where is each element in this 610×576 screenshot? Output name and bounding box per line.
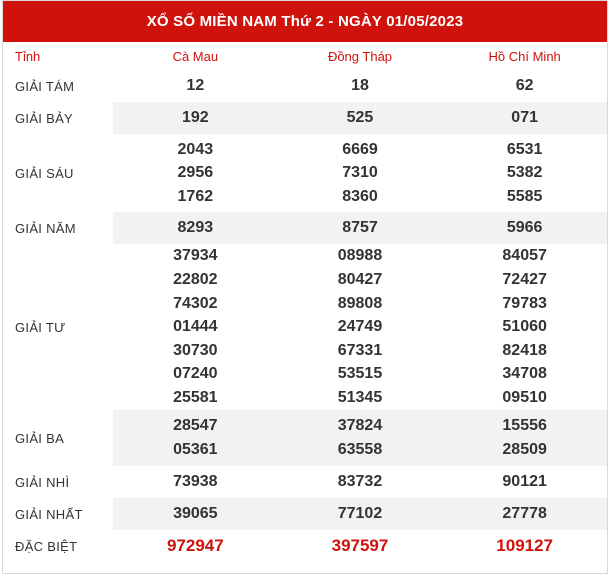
prize-row <box>3 70 607 102</box>
prize-number: 80427 <box>337 271 383 289</box>
prize-cell <box>113 70 278 102</box>
prize-number: 89808 <box>337 294 383 312</box>
prize-row <box>3 530 607 562</box>
prize-number: 28547 <box>173 417 218 435</box>
prize-row <box>3 244 607 410</box>
prize-number: 51060 <box>502 318 547 336</box>
prize-cell <box>113 466 278 498</box>
prize-number: 74302 <box>173 294 218 312</box>
prize-cell <box>278 410 443 466</box>
prize-cell <box>442 134 607 212</box>
prize-number: 90121 <box>502 473 547 491</box>
prize-row <box>3 212 607 244</box>
prize-number: 83732 <box>337 473 383 491</box>
prize-number: 07240 <box>173 365 218 383</box>
prize-cell <box>113 212 278 244</box>
prize-number: 53515 <box>337 365 383 383</box>
prize-number: 071 <box>511 109 538 127</box>
prize-number: 192 <box>181 109 209 127</box>
prize-number: 34708 <box>502 365 547 383</box>
prize-label: ĐẶC BIỆT <box>15 538 78 554</box>
prize-cell <box>442 212 607 244</box>
province-link-dong-thap[interactable]: Đồng Tháp <box>327 48 393 64</box>
prize-number: 15556 <box>502 417 547 435</box>
prize-row <box>3 466 607 498</box>
prize-label: GIẢI TÁM <box>15 78 75 94</box>
prize-cell <box>113 244 278 410</box>
prize-number: 37934 <box>173 247 218 265</box>
prize-number: 525 <box>346 109 374 127</box>
prize-number: 62 <box>515 77 534 95</box>
prize-cell <box>442 244 607 410</box>
prize-cell <box>442 102 607 134</box>
prize-number: 09510 <box>502 388 547 406</box>
prize-cell <box>113 530 278 562</box>
province-link-ho-chi-minh[interactable]: Hồ Chí Minh <box>488 48 561 64</box>
prize-row <box>3 102 607 134</box>
prize-number: 12 <box>186 77 205 95</box>
prize-cell <box>278 102 443 134</box>
prize-cell <box>278 466 443 498</box>
prize-label: GIẢI NHẤT <box>15 506 83 522</box>
prize-number: 72427 <box>502 271 547 289</box>
prize-number: 39065 <box>173 505 218 523</box>
prize-number: 18 <box>351 77 369 95</box>
prize-cell <box>442 498 607 530</box>
prize-label: GIẢI SÁU <box>15 165 74 181</box>
prize-number: 27778 <box>502 505 547 523</box>
prize-cell <box>278 244 443 410</box>
results-table <box>3 42 607 562</box>
prize-number: 28509 <box>502 441 547 458</box>
prize-number: 8360 <box>342 187 378 205</box>
prize-number: 84057 <box>502 247 547 265</box>
prize-rows <box>3 70 607 562</box>
prize-number: 67331 <box>337 341 383 359</box>
prize-number: 2043 <box>177 140 214 158</box>
prize-cell <box>442 70 607 102</box>
prize-cell <box>442 410 607 466</box>
province-link-ca-mau[interactable]: Cà Mau <box>172 48 219 64</box>
prize-number: 25581 <box>173 388 218 406</box>
prize-cell <box>113 102 278 134</box>
prize-number: 972947 <box>166 536 224 556</box>
prize-number: 6669 <box>342 140 378 158</box>
prize-label: GIẢI BA <box>15 430 65 446</box>
prize-number: 05361 <box>173 441 218 458</box>
prize-number: 79783 <box>502 294 547 312</box>
prize-cell <box>442 530 607 562</box>
prize-number: 8293 <box>177 219 214 237</box>
prize-label: GIẢI NĂM <box>15 220 76 236</box>
prize-number: 37824 <box>337 417 383 435</box>
prize-label: GIẢI BẢY <box>15 110 74 126</box>
prize-cell <box>278 134 443 212</box>
prize-number: 24749 <box>337 318 383 336</box>
province-column-label: Tỉnh <box>15 48 41 64</box>
prize-number: 7310 <box>342 164 378 182</box>
prize-number: 22802 <box>173 271 218 289</box>
prize-number: 8757 <box>342 219 378 237</box>
prize-number: 397597 <box>331 536 389 556</box>
prize-cell <box>113 410 278 466</box>
prize-number: 63558 <box>337 441 383 458</box>
prize-number: 51345 <box>337 388 383 406</box>
prize-number: 5966 <box>506 219 543 237</box>
prize-label: GIẢI NHÌ <box>15 474 70 490</box>
table-header-row <box>3 42 607 70</box>
prize-number: 109127 <box>496 536 554 556</box>
results-title: XỔ SỐ MIỀN NAM Thứ 2 - NGÀY 01/05/2023 <box>3 1 607 42</box>
prize-number: 77102 <box>337 505 383 523</box>
prize-number: 30730 <box>173 341 218 359</box>
prize-number: 5585 <box>506 187 543 205</box>
prize-row <box>3 410 607 466</box>
prize-number: 01444 <box>173 318 218 336</box>
prize-cell <box>278 70 443 102</box>
prize-row <box>3 134 607 212</box>
prize-cell <box>113 134 278 212</box>
prize-number: 1762 <box>177 187 214 205</box>
prize-row <box>3 498 607 530</box>
prize-cell <box>278 498 443 530</box>
prize-label: GIẢI TƯ <box>15 319 66 335</box>
prize-number: 5382 <box>506 164 543 182</box>
prize-number: 08988 <box>337 247 383 265</box>
prize-number: 2956 <box>177 164 214 182</box>
prize-cell <box>113 498 278 530</box>
prize-number: 82418 <box>502 341 547 359</box>
results-panel <box>2 0 608 574</box>
prize-cell <box>442 466 607 498</box>
prize-number: 73938 <box>173 473 218 491</box>
prize-number: 6531 <box>506 140 543 158</box>
prize-cell <box>278 530 443 562</box>
prize-cell <box>278 212 443 244</box>
